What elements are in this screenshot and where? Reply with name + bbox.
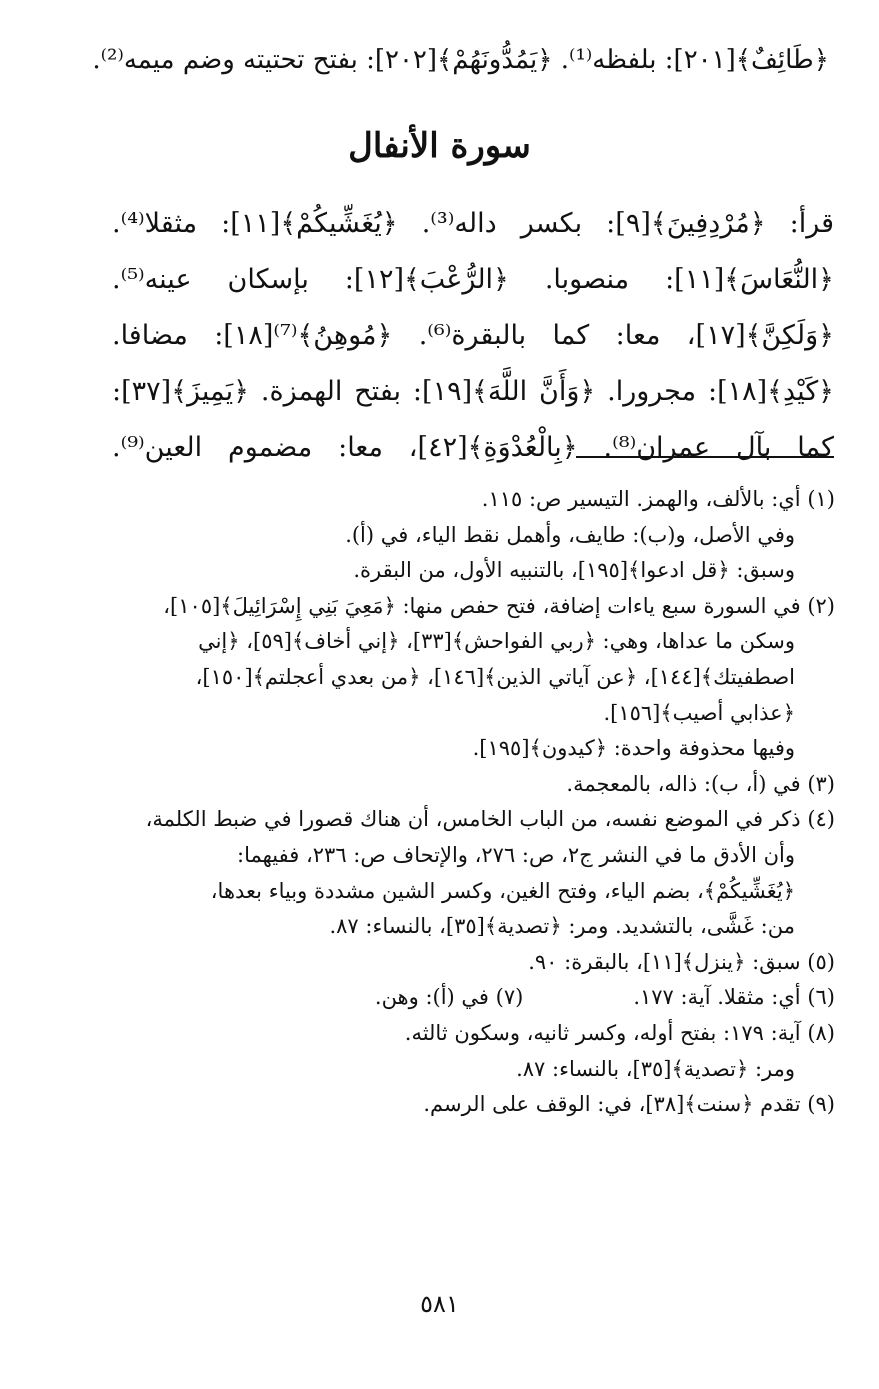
main-line: كما بآل عمران⁽⁸⁾. ﴿بِالْعُدْوَةِ﴾[٤٢]، معا: مضموم العين⁽⁹⁾. xyxy=(112,432,834,463)
footnote-1-line: (١) أي: بالألف، والهمز. التيسير ص: ١١٥. xyxy=(481,487,835,511)
footnote-9-line: (٩) تقدم ﴿سنت﴾[٣٨]، في: الوقف على الرسم. xyxy=(423,1092,835,1117)
footnote-2-line: وفيها محذوفة واحدة: ﴿كيدون﴾[١٩٥]. xyxy=(472,736,795,761)
main-line: ﴿كَيْدِ﴾[١٨]: مجرورا. ﴿وَأَنَّ اللَّهَ﴾[١٩]: بفتح الهمزة. ﴿يَمِيزَ﴾[٣٧]: xyxy=(112,376,834,407)
footnote-3-line: (٣) في (أ، ب): ذاله، بالمعجمة. xyxy=(566,771,835,796)
footnote-4-line: ﴿يُغَشِّيكُمْ﴾، بضم الياء، وفتح الغين، وكسر الشين مشددة وبياء بعدها، xyxy=(210,878,795,903)
footnote-5-line: (٥) سبق: ﴿ينزل﴾[١١]، بالبقرة: ٩٠. xyxy=(528,949,835,974)
footnote-8-line: (٨) آية: ١٧٩: بفتح أوله، وكسر ثانيه، وسكون ثالثه. xyxy=(404,1020,835,1045)
footnote-1-line: وفي الأصل، و(ب): طايف، وأهمل نقط الياء، في (أ). xyxy=(345,522,795,547)
footnotes xyxy=(90,482,835,1123)
footnote-4-line: من: غَشَّى، بالتشديد. ومر: ﴿تصدية﴾[٣٥]، بالنساء: ٨٧. xyxy=(329,914,795,939)
main-line: قرأ: ﴿مُرْدِفِينَ﴾[٩]: بكسر داله⁽³⁾. ﴿يُغَشِّيكُمْ﴾[١١]: مثقلا⁽⁴⁾. xyxy=(112,208,834,239)
footnote-4-line: (٤) ذكر في الموضع نفسه، من الباب الخامس، أن هناك قصورا في ضبط الكلمة، xyxy=(145,807,835,832)
page-number: ٥٨١ xyxy=(420,1290,459,1318)
footnote-2-line: (٢) في السورة سبع ياءات إضافة، فتح حفص منها: ﴿مَعِيَ بَنِي إِسْرَائِيلَ﴾[١٠٥]، xyxy=(163,593,835,618)
main-line: ﴿وَلَكِنَّ﴾[١٧]، معا: كما بالبقرة⁽⁶⁾. ﴿مُوهِنُ﴾⁽⁷⁾[١٨]: مضافا. xyxy=(112,320,834,351)
footnote-7: (٧) في (أ): وهن. xyxy=(374,985,524,1010)
footnote-separator xyxy=(576,456,834,458)
footnote-8-line: ومر: ﴿تصدية﴾[٣٥]، بالنساء: ٨٧. xyxy=(516,1056,795,1081)
main-line: ﴿النُّعَاسَ﴾[١١]: منصوبا. ﴿الرُّعْبَ﴾[١٢]: بإسكان عينه⁽⁵⁾. xyxy=(112,264,834,295)
footnote-6-7-line xyxy=(90,980,835,1016)
footnote-4-line: وأن الأدق ما في النشر ج٢، ص: ٢٧٦، والإتحاف ص: ٢٣٦، ففيهما: xyxy=(237,842,795,867)
carryover-line: ﴿طَائِفٌ﴾[٢٠١]: بلفظه⁽¹⁾. ﴿يَمُدُّونَهُمْ﴾[٢٠٢]: بفتح تحتيته وضم ميمه⁽²⁾. xyxy=(92,45,829,75)
footnote-1-line: وسبق: ﴿قل ادعوا﴾[١٩٥]، بالتنبيه الأول، من البقرة. xyxy=(353,558,795,583)
main-text xyxy=(112,196,834,476)
footnote-2-line: اصطفيتك﴾[١٤٤]، ﴿عن آياتي الذين﴾[١٤٦]، ﴿من بعدي أعجلتم﴾[١٥٠]، xyxy=(195,664,795,689)
footnote-2-line: ﴿عذابي أصيب﴾[١٥٦]. xyxy=(603,700,795,725)
footnote-2-line: وسكن ما عداها، وهي: ﴿ربي الفواحش﴾[٣٣]، ﴿إني أخاف﴾[٥٩]، ﴿إني xyxy=(198,629,795,654)
footnote-6: (٦) أي: مثقلا. آية: ١٧٧. xyxy=(633,985,835,1010)
surah-title: سورة الأنفال xyxy=(348,126,531,166)
